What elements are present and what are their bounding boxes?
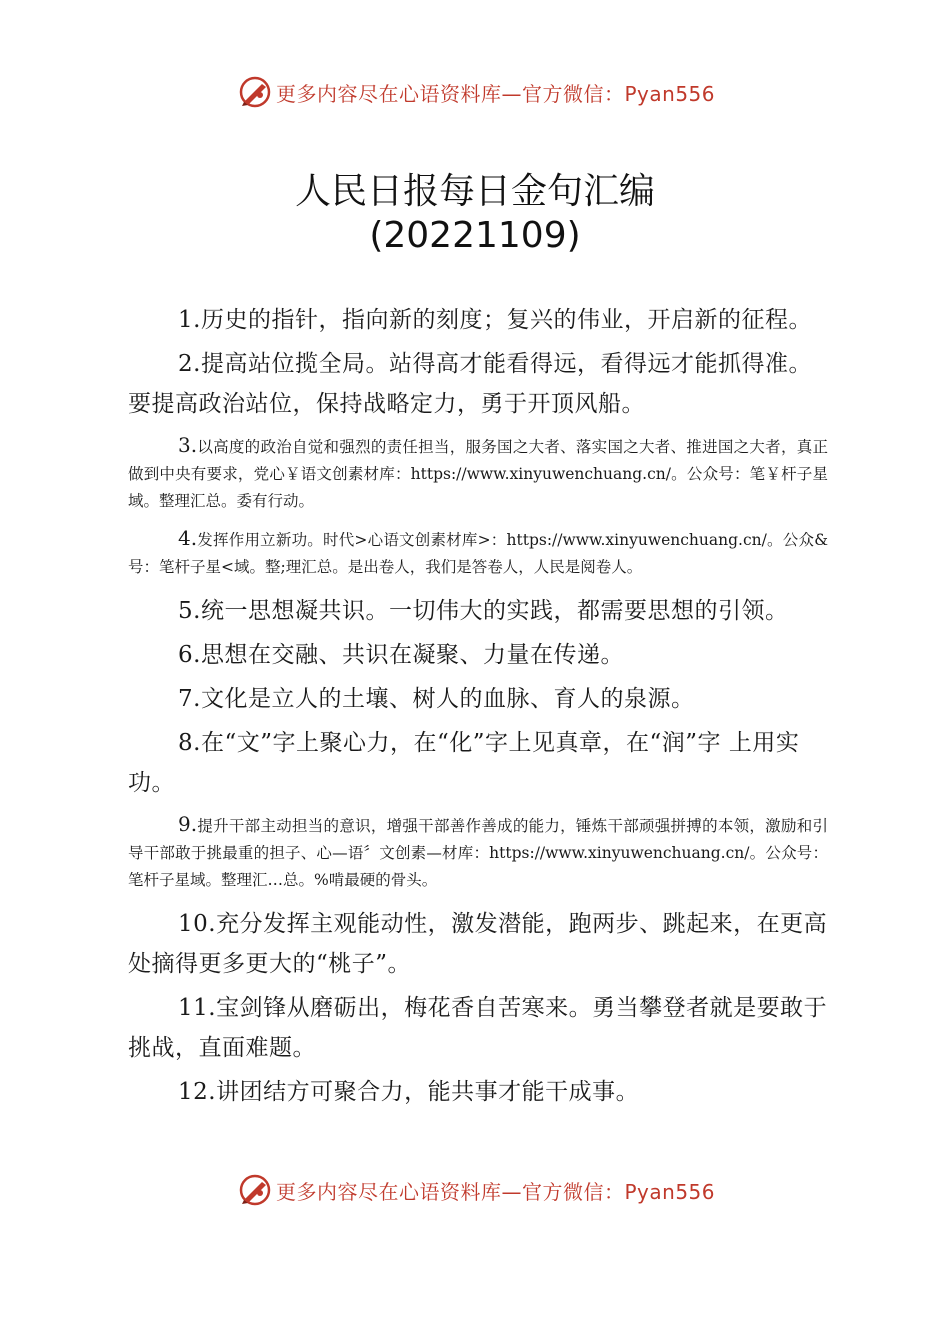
list-item	[128, 300, 828, 340]
item-number: 4.	[178, 526, 198, 550]
quote-list	[128, 300, 828, 1116]
pen-logo-icon	[238, 1173, 272, 1207]
list-item	[128, 811, 828, 894]
footer-banner-text: 更多内容尽在心语资料库—官方微信：Pyan556	[276, 1179, 716, 1204]
item-number: 11.	[178, 995, 217, 1021]
list-item	[128, 988, 828, 1068]
item-text: 发挥作用立新功。时代>心语文创素材库>：https://www.xinyuwenchuang.cn/。公众&号：笔杆子星<域。整;理汇总。是出卷人，我们是答卷人，人民是阅卷人。	[128, 531, 828, 576]
item-number: 7.	[178, 686, 201, 712]
item-number: 10.	[178, 911, 217, 937]
item-number: 2.	[178, 351, 201, 377]
page-title: 人民日报每日金句汇编	[294, 171, 655, 212]
item-text: 历史的指针，指向新的刻度；复兴的伟业，开启新的征程。	[200, 307, 812, 333]
item-text: 提高站位揽全局。站得高才能看得远，看得远才能抓得准。要提高政治站位，保持战略定力，勇于开顶风船。	[128, 351, 812, 417]
item-number: 1.	[178, 307, 201, 333]
item-number: 8.	[178, 730, 201, 756]
list-item	[128, 1072, 828, 1112]
list-item	[128, 723, 828, 803]
item-number: 5.	[178, 598, 201, 624]
list-item	[128, 525, 828, 581]
list-item	[128, 904, 828, 984]
item-text: 宝剑锋从磨砺出，梅花香自苦寒来。勇当攀登者就是要敢于挑战，直面难题。	[128, 995, 828, 1061]
list-item	[128, 591, 828, 631]
item-text: 统一思想凝共识。一切伟大的实践，都需要思想的引领。	[200, 598, 789, 624]
pen-logo-icon	[238, 75, 272, 109]
list-item	[128, 679, 828, 719]
item-text: 讲团结方可聚合力，能共事才能干成事。	[216, 1079, 640, 1105]
item-number: 6.	[178, 642, 201, 668]
item-text: 文化是立人的土壤、树人的血脉、育人的泉源。	[200, 686, 695, 712]
list-item	[128, 635, 828, 675]
list-item	[128, 344, 828, 424]
header-banner	[0, 72, 950, 112]
item-text: 在“文”字上聚心力，在“化”字上见真章，在“润”字 上用实功。	[128, 730, 800, 796]
item-text: 提升干部主动担当的意识，增强干部善作善成的能力，锤炼干部顽强拼搏的本领，激励和引导干部敢于挑最重的担子、心—语〞文创素—材库：https://www.xinyuwenchuang.cn/。公众号：笔杆子星域。整理汇…总。%啃最硬的骨头。	[128, 817, 828, 889]
list-item	[128, 432, 828, 515]
item-number: 12.	[178, 1079, 217, 1105]
item-number: 3.	[178, 433, 198, 457]
footer-banner	[0, 1170, 950, 1210]
item-text: 思想在交融、共识在凝聚、力量在传递。	[200, 642, 624, 668]
item-text: 以高度的政治自觉和强烈的责任担当，服务国之大者、落实国之大者、推进国之大者，真正做到中央有要求，党心￥语文创素材库：https://www.xinyuwenchuang.cn/。公众号：笔￥杆子星域。整理汇总。委有行动。	[128, 438, 828, 510]
item-text: 充分发挥主观能动性，激发潜能，跑两步、跳起来，在更高处摘得更多更大的“桃子”。	[128, 911, 828, 977]
item-number: 9.	[178, 812, 198, 836]
page-subtitle-date: (20221109)	[369, 215, 581, 256]
header-banner-text: 更多内容尽在心语资料库—官方微信：Pyan556	[276, 81, 716, 106]
